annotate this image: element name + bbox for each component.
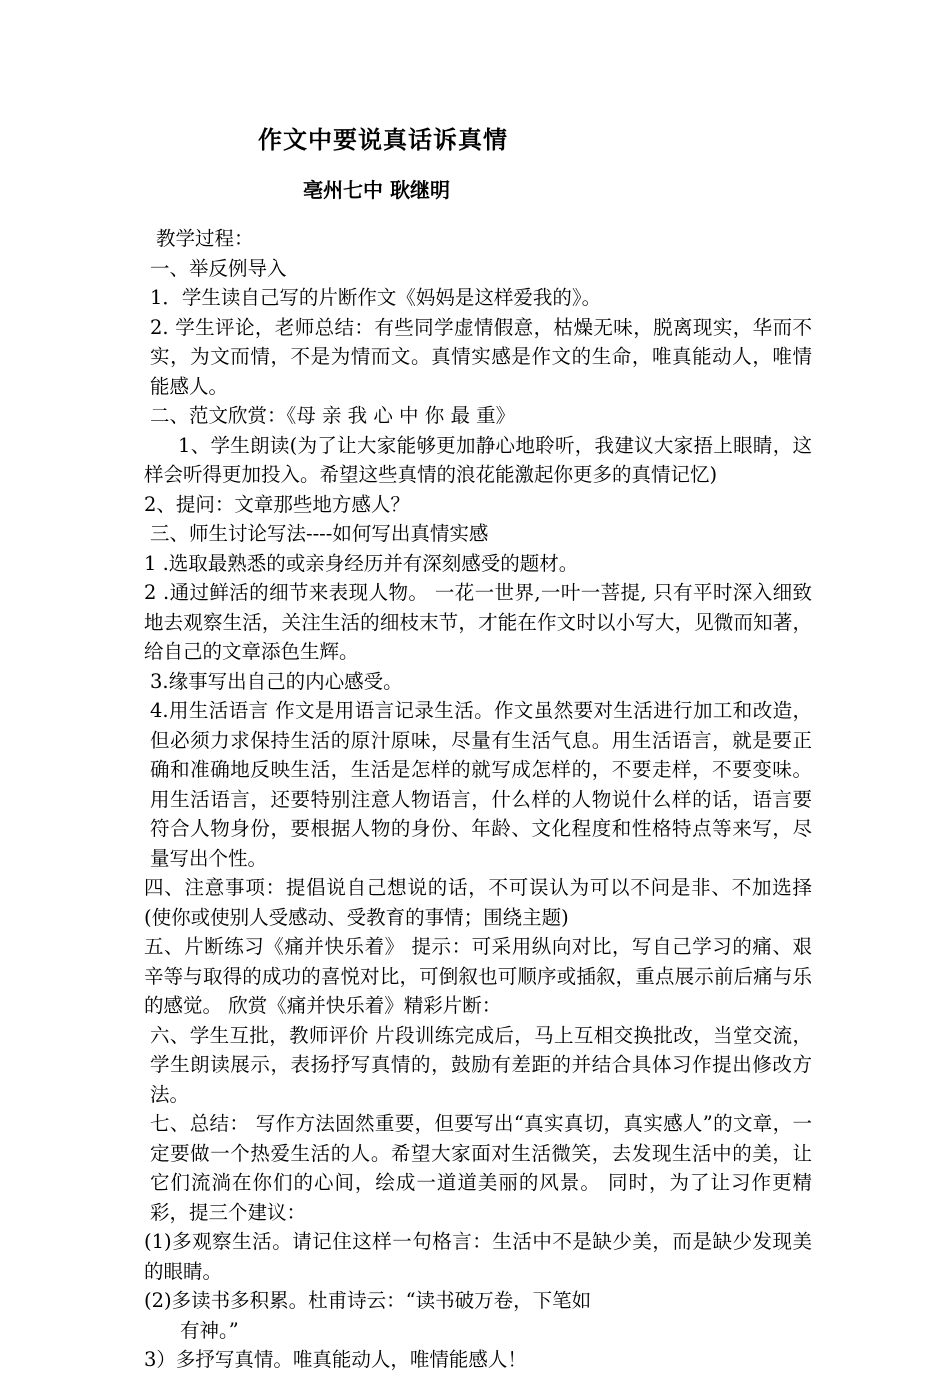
section-heading-4: 四、注意事项：提倡说自己想说的话，不可误认为可以不问是非、不加选择(使你或使别人受感动、受教育的事情；围绕主题) bbox=[144, 876, 812, 929]
section-heading-process: 教学过程： bbox=[156, 227, 254, 250]
paragraph-1-1: 1．学生读自己写的片断作文《妈妈是这样爱我的》。 bbox=[150, 286, 602, 309]
paragraph-3-3: 3.缘事写出自己的内心感受。 bbox=[150, 669, 403, 693]
paragraph-3-1: 1 .选取最熟悉的或亲身经历并有深刻感受的题材。 bbox=[144, 551, 579, 575]
section-heading-5: 五、片断练习《痛并快乐着》 提示：可采用纵向对比，写自己学习的痛、艰辛等与取得的成功的喜悦对比，可倒叙也可顺序或插叙，重点展示前后痛与乐的感觉。 欣赏《痛并快乐着》精彩片断： bbox=[144, 935, 812, 1017]
document-author: 亳州七中 耿继明 bbox=[303, 178, 450, 202]
document-body bbox=[144, 224, 812, 1375]
paragraph-1-2: 2. 学生评论，老师总结：有些同学虚情假意，枯燥无味，脱离现实，华而不实，为文而情，不是为情而文。真情实感是作文的生命，唯真能动人，唯情能感人。 bbox=[150, 315, 812, 398]
paragraph-3-2: 2 .通过鲜活的细节来表现人物。 一花一世界,一叶一菩提, 只有平时深入细致地去观察生活，关注生活的细枝末节，才能在作文时以小写大，见微而知著，给自己的文章添色生辉。 bbox=[144, 581, 812, 663]
suggestion-2: (2)多读书多积累。杜甫诗云：“读书破万卷，下笔如 bbox=[144, 1289, 592, 1312]
section-heading-1: 一、举反例导入 bbox=[150, 256, 287, 280]
section-heading-6: 六、学生互批，教师评价 片段训练完成后，马上互相交换批改，当堂交流，学生朗读展示，表扬抒写真情的，鼓励有差距的并结合具体习作提出修改方法。 bbox=[150, 1023, 812, 1106]
section-heading-3: 三、师生讨论写法----如何写出真情实感 bbox=[150, 522, 489, 545]
document-title: 作文中要说真话诉真情 bbox=[258, 125, 508, 154]
section-heading-7: 七、总结： 写作方法固然重要，但要写出“真实真切，真实感人”的文章，一定要做一个热爱生活的人。希望大家面对生活微笑，去发现生活中的美，让它们流淌在你们的心间，绘成一道道美丽的风景。 同时，为了让习作更精彩，提三个建议： bbox=[150, 1112, 812, 1224]
paragraph-2-2: 2、提问：文章那些地方感人？ bbox=[144, 492, 410, 516]
suggestion-1: (1)多观察生活。请记住这样一句格言：生活中不是缺少美，而是缺少发现美的眼睛。 bbox=[144, 1230, 812, 1283]
paragraph-3-4: 4.用生活语言 作文是用语言记录生活。作文虽然要对生活进行加工和改造，但必须力求保持生活的原汁原味，尽量有生活气息。用生活语言，就是要正确和准确地反映生活，生活是怎样的就写成怎样的，不要走样，不要变味。用生活语言，还要特别注意人物语言，什么样的人物说什么样的话，语言要符合人物身份，要根据人物的身份、年龄、文化程度和性格特点等来写，尽量写出个性。 bbox=[150, 699, 812, 870]
suggestion-2-continuation: 有神。” bbox=[180, 1318, 239, 1342]
suggestion-3: 3）多抒写真情。唯真能动人，唯情能感人！ bbox=[144, 1348, 527, 1371]
section-heading-2: 二、范文欣赏：《母 亲 我 心 中 你 最 重》 bbox=[150, 404, 516, 427]
paragraph-2-1: 1、学生朗读(为了让大家能够更加静心地聆听，我建议大家捂上眼睛，这样会听得更加投入。希望这些真情的浪花能激起你更多的真情记忆) bbox=[144, 433, 812, 486]
